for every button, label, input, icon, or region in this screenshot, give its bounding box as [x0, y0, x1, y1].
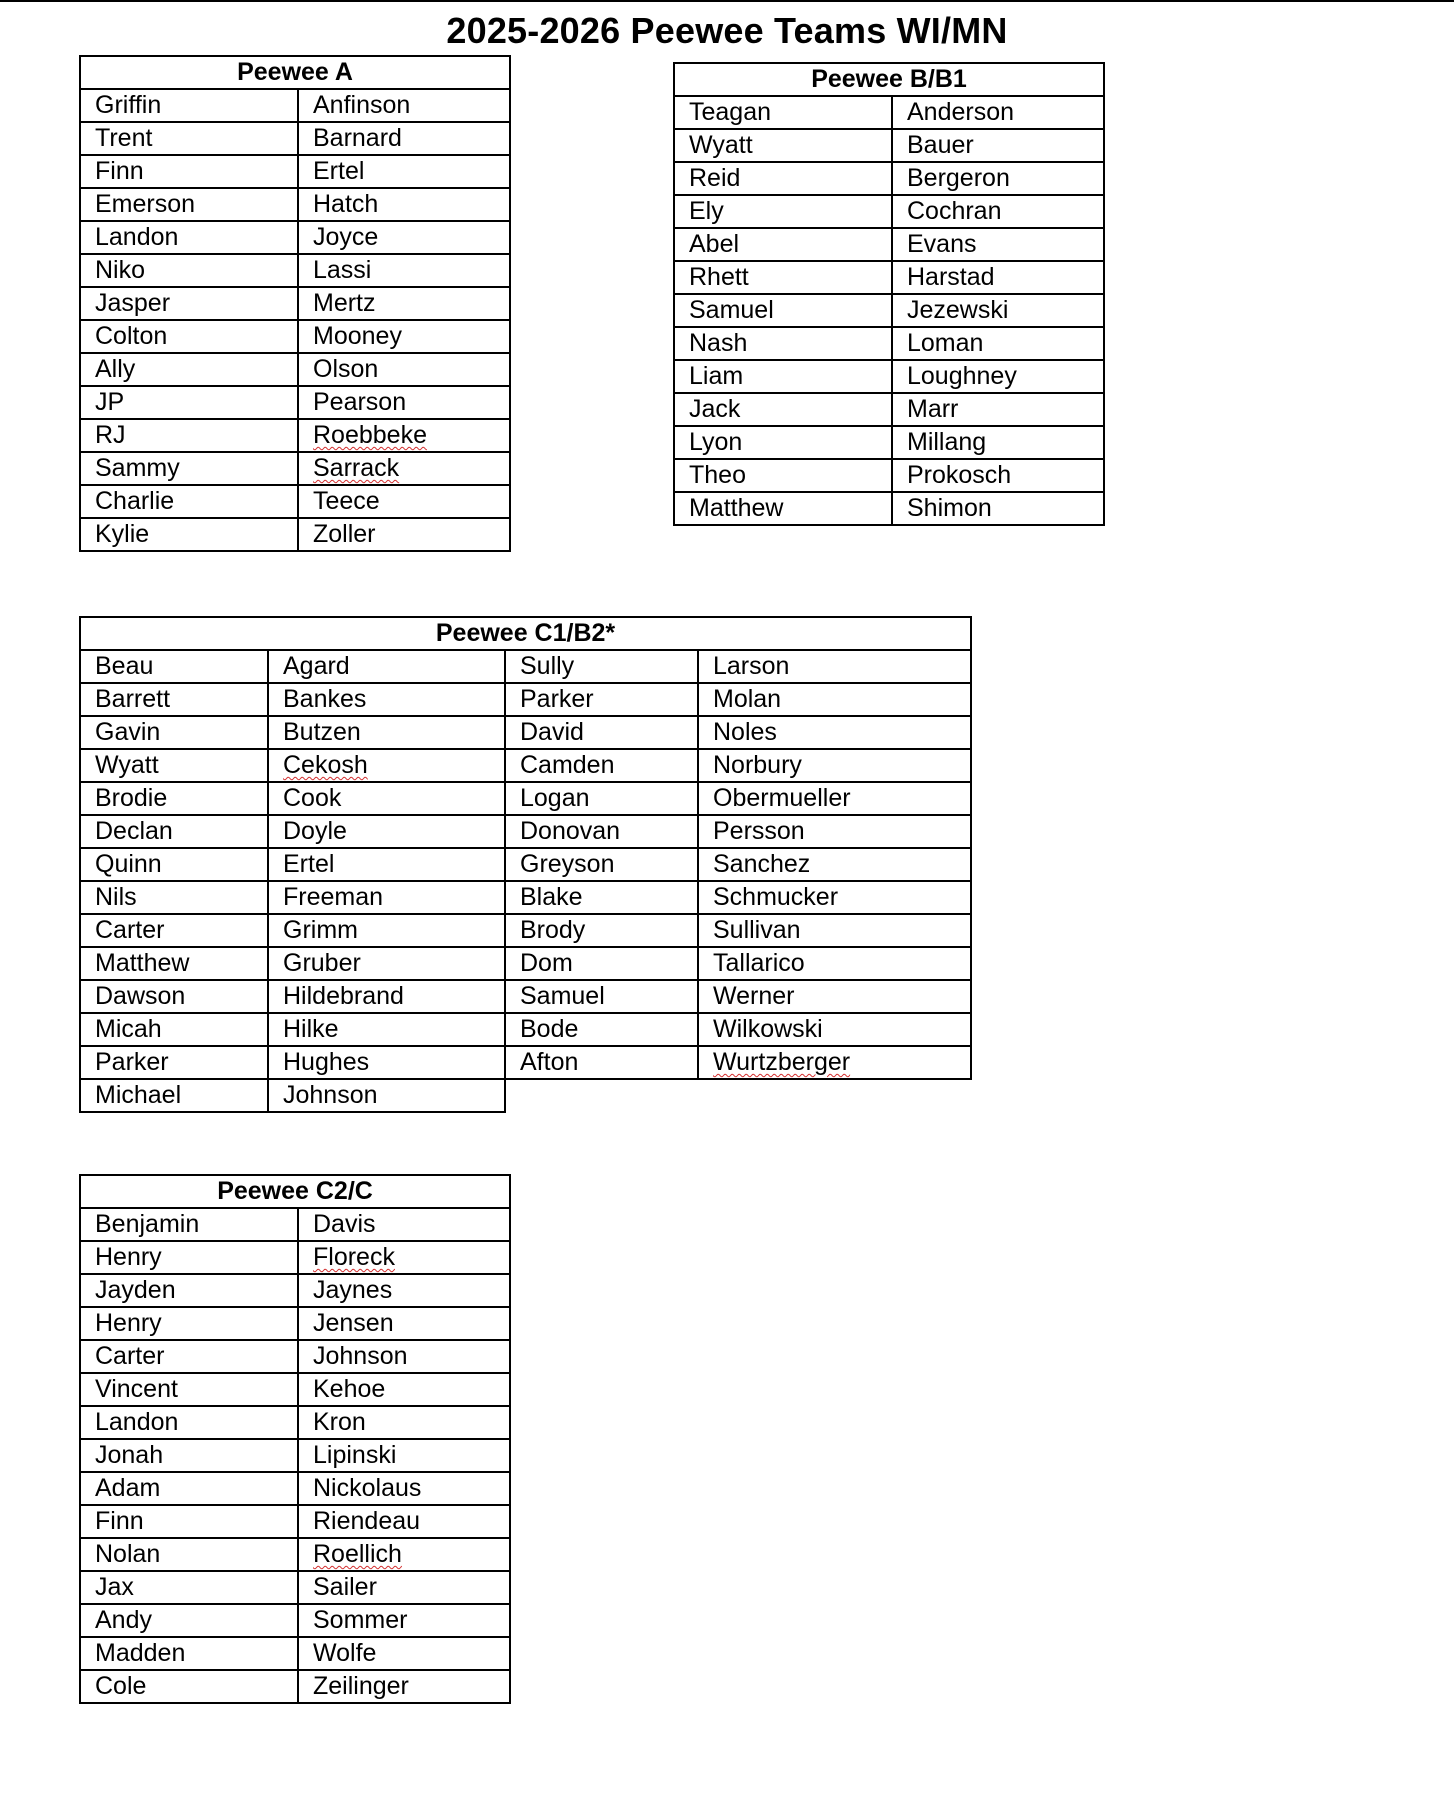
table-row — [674, 195, 1104, 228]
table-row — [80, 1604, 510, 1637]
first-name-cell: Bode — [505, 1013, 698, 1046]
last-name-cell: Harstad — [892, 261, 1104, 294]
table-row — [80, 749, 971, 782]
last-name-cell: Molan — [698, 683, 971, 716]
table-row — [80, 716, 971, 749]
first-name-cell: Matthew — [674, 492, 892, 525]
table-row — [80, 1274, 510, 1307]
first-name-cell: Samuel — [505, 980, 698, 1013]
table-row — [80, 1208, 510, 1241]
last-name-cell: Freeman — [268, 881, 505, 914]
last-name-cell: Johnson — [268, 1079, 505, 1112]
last-name-cell: Ertel — [268, 848, 505, 881]
last-name-cell: Jaynes — [298, 1274, 510, 1307]
table-row — [674, 129, 1104, 162]
table-row — [80, 683, 971, 716]
table-row — [80, 1406, 510, 1439]
first-name-cell: Wyatt — [80, 749, 268, 782]
table-row — [674, 393, 1104, 426]
last-name-cell: Cochran — [892, 195, 1104, 228]
last-name-cell: Kron — [298, 1406, 510, 1439]
first-name-cell: Ely — [674, 195, 892, 228]
last-name-cell: Agard — [268, 650, 505, 683]
team-name-header: Peewee A — [80, 56, 510, 89]
first-name-cell: Parker — [80, 1046, 268, 1079]
last-name-cell: Wurtzberger — [698, 1046, 971, 1079]
last-name-cell: Jensen — [298, 1307, 510, 1340]
first-name-cell: Emerson — [80, 188, 298, 221]
team-name-header: Peewee B/B1 — [674, 63, 1104, 96]
team-name-header: Peewee C2/C — [80, 1175, 510, 1208]
last-name-cell: Tallarico — [698, 947, 971, 980]
last-name-cell: Roebbeke — [298, 419, 510, 452]
table-row — [80, 1505, 510, 1538]
last-name-cell: Hatch — [298, 188, 510, 221]
last-name-cell: Teece — [298, 485, 510, 518]
first-name-cell: Rhett — [674, 261, 892, 294]
table-row — [80, 1439, 510, 1472]
last-name-cell: Werner — [698, 980, 971, 1013]
first-name-cell: Lyon — [674, 426, 892, 459]
last-name-cell: Loughney — [892, 360, 1104, 393]
peewee-c1-table — [79, 616, 972, 1113]
first-name-cell: Vincent — [80, 1373, 298, 1406]
first-name-cell: Abel — [674, 228, 892, 261]
last-name-cell: Johnson — [298, 1340, 510, 1373]
table-row — [674, 492, 1104, 525]
last-name-cell: Sailer — [298, 1571, 510, 1604]
last-name-cell: Marr — [892, 393, 1104, 426]
first-name-cell: Landon — [80, 1406, 298, 1439]
last-name-cell: Pearson — [298, 386, 510, 419]
table-row — [80, 1046, 971, 1079]
table-row — [80, 1637, 510, 1670]
table-row — [80, 287, 510, 320]
last-name-cell: Bauer — [892, 129, 1104, 162]
last-name-cell: Sanchez — [698, 848, 971, 881]
last-name-cell: Mertz — [298, 287, 510, 320]
last-name-cell: Cook — [268, 782, 505, 815]
last-name-cell: Gruber — [268, 947, 505, 980]
table-row — [80, 1013, 971, 1046]
first-name-cell: Jax — [80, 1571, 298, 1604]
first-name-cell: Nash — [674, 327, 892, 360]
last-name-cell: Joyce — [298, 221, 510, 254]
first-name-cell: JP — [80, 386, 298, 419]
last-name-cell: Persson — [698, 815, 971, 848]
table-row — [674, 360, 1104, 393]
first-name-cell: Madden — [80, 1637, 298, 1670]
last-name-cell: Hughes — [268, 1046, 505, 1079]
first-name-cell: Quinn — [80, 848, 268, 881]
last-name-cell: Mooney — [298, 320, 510, 353]
first-name-cell: Jack — [674, 393, 892, 426]
last-name-cell: Loman — [892, 327, 1104, 360]
last-name-cell: Cekosh — [268, 749, 505, 782]
table-row — [674, 459, 1104, 492]
last-name-cell: Prokosch — [892, 459, 1104, 492]
last-name-cell: Lipinski — [298, 1439, 510, 1472]
last-name-cell: Davis — [298, 1208, 510, 1241]
first-name-cell: Wyatt — [674, 129, 892, 162]
first-name-cell: Blake — [505, 881, 698, 914]
first-name-cell: Nils — [80, 881, 268, 914]
first-name-cell: Carter — [80, 1340, 298, 1373]
first-name-cell: Benjamin — [80, 1208, 298, 1241]
first-name-cell: Donovan — [505, 815, 698, 848]
team-name-header: Peewee C1/B2* — [80, 617, 971, 650]
last-name-cell: Lassi — [298, 254, 510, 287]
first-name-cell: Brody — [505, 914, 698, 947]
table-row — [674, 96, 1104, 129]
last-name-cell: Riendeau — [298, 1505, 510, 1538]
table-row — [80, 980, 971, 1013]
table-row — [80, 1307, 510, 1340]
table-row — [80, 650, 971, 683]
last-name-cell: Doyle — [268, 815, 505, 848]
first-name-cell: Dom — [505, 947, 698, 980]
last-name-cell: Wilkowski — [698, 1013, 971, 1046]
page-top-border — [0, 0, 1454, 2]
first-name-cell: Cole — [80, 1670, 298, 1703]
first-name-cell: Greyson — [505, 848, 698, 881]
table-row — [80, 782, 971, 815]
table-row — [674, 327, 1104, 360]
last-name-cell: Zeilinger — [298, 1670, 510, 1703]
last-name-cell: Kehoe — [298, 1373, 510, 1406]
last-name-cell: Grimm — [268, 914, 505, 947]
last-name-cell: Anfinson — [298, 89, 510, 122]
first-name-cell: Reid — [674, 162, 892, 195]
table-row — [80, 386, 510, 419]
table-row — [80, 89, 510, 122]
first-name-cell: Sully — [505, 650, 698, 683]
empty-cell — [698, 1079, 971, 1112]
first-name-cell: Landon — [80, 221, 298, 254]
first-name-cell: Theo — [674, 459, 892, 492]
table-row — [80, 221, 510, 254]
table-row — [80, 1538, 510, 1571]
first-name-cell: Afton — [505, 1046, 698, 1079]
last-name-cell: Olson — [298, 353, 510, 386]
last-name-cell: Barnard — [298, 122, 510, 155]
first-name-cell: Dawson — [80, 980, 268, 1013]
first-name-cell: Finn — [80, 155, 298, 188]
table-row — [80, 815, 971, 848]
peewee-c2-table — [79, 1174, 511, 1704]
last-name-cell: Sommer — [298, 1604, 510, 1637]
first-name-cell: Adam — [80, 1472, 298, 1505]
first-name-cell: Nolan — [80, 1538, 298, 1571]
document-title: 2025-2026 Peewee Teams WI/MN — [446, 10, 1008, 51]
first-name-cell: Finn — [80, 1505, 298, 1538]
first-name-cell: Jasper — [80, 287, 298, 320]
first-name-cell: Gavin — [80, 716, 268, 749]
table-row — [80, 254, 510, 287]
table-row — [674, 261, 1104, 294]
first-name-cell: Griffin — [80, 89, 298, 122]
table-row — [80, 1340, 510, 1373]
table-row — [80, 1472, 510, 1505]
last-name-cell: Larson — [698, 650, 971, 683]
table-row — [80, 1373, 510, 1406]
last-name-cell: Ertel — [298, 155, 510, 188]
table-row — [80, 320, 510, 353]
table-row — [674, 294, 1104, 327]
last-name-cell: Bergeron — [892, 162, 1104, 195]
last-name-cell: Millang — [892, 426, 1104, 459]
first-name-cell: Colton — [80, 320, 298, 353]
last-name-cell: Schmucker — [698, 881, 971, 914]
last-name-cell: Norbury — [698, 749, 971, 782]
first-name-cell: Ally — [80, 353, 298, 386]
table-row — [80, 155, 510, 188]
last-name-cell: Sullivan — [698, 914, 971, 947]
first-name-cell: Parker — [505, 683, 698, 716]
table-row — [80, 1241, 510, 1274]
last-name-cell: Roellich — [298, 1538, 510, 1571]
last-name-cell: Hilke — [268, 1013, 505, 1046]
first-name-cell: Andy — [80, 1604, 298, 1637]
last-name-cell: Obermueller — [698, 782, 971, 815]
first-name-cell: Camden — [505, 749, 698, 782]
table-row — [80, 518, 510, 551]
table-row — [80, 122, 510, 155]
last-name-cell: Anderson — [892, 96, 1104, 129]
first-name-cell: Barrett — [80, 683, 268, 716]
table-row — [80, 848, 971, 881]
last-name-cell: Jezewski — [892, 294, 1104, 327]
first-name-cell: Kylie — [80, 518, 298, 551]
first-name-cell: Brodie — [80, 782, 268, 815]
first-name-cell: Matthew — [80, 947, 268, 980]
table-row — [80, 188, 510, 221]
peewee-b-table — [673, 62, 1105, 526]
last-name-cell: Evans — [892, 228, 1104, 261]
table-row — [80, 485, 510, 518]
first-name-cell: Samuel — [674, 294, 892, 327]
table-row — [80, 947, 971, 980]
first-name-cell: RJ — [80, 419, 298, 452]
last-name-cell: Shimon — [892, 492, 1104, 525]
table-row — [80, 881, 971, 914]
table-row — [80, 353, 510, 386]
first-name-cell: Carter — [80, 914, 268, 947]
first-name-cell: Jonah — [80, 1439, 298, 1472]
first-name-cell: Teagan — [674, 96, 892, 129]
first-name-cell: Charlie — [80, 485, 298, 518]
table-row — [80, 1079, 971, 1112]
last-name-cell: Bankes — [268, 683, 505, 716]
last-name-cell: Nickolaus — [298, 1472, 510, 1505]
table-row — [80, 1571, 510, 1604]
empty-cell — [505, 1079, 698, 1112]
first-name-cell: Niko — [80, 254, 298, 287]
first-name-cell: Michael — [80, 1079, 268, 1112]
table-row — [80, 452, 510, 485]
first-name-cell: Declan — [80, 815, 268, 848]
table-row — [674, 426, 1104, 459]
first-name-cell: Liam — [674, 360, 892, 393]
first-name-cell: David — [505, 716, 698, 749]
last-name-cell: Zoller — [298, 518, 510, 551]
peewee-a-table — [79, 55, 511, 552]
first-name-cell: Trent — [80, 122, 298, 155]
first-name-cell: Logan — [505, 782, 698, 815]
first-name-cell: Henry — [80, 1307, 298, 1340]
table-row — [80, 1670, 510, 1703]
first-name-cell: Jayden — [80, 1274, 298, 1307]
last-name-cell: Sarrack — [298, 452, 510, 485]
table-row — [674, 228, 1104, 261]
table-row — [674, 162, 1104, 195]
last-name-cell: Butzen — [268, 716, 505, 749]
first-name-cell: Henry — [80, 1241, 298, 1274]
last-name-cell: Floreck — [298, 1241, 510, 1274]
last-name-cell: Noles — [698, 716, 971, 749]
last-name-cell: Hildebrand — [268, 980, 505, 1013]
first-name-cell: Beau — [80, 650, 268, 683]
table-row — [80, 914, 971, 947]
first-name-cell: Micah — [80, 1013, 268, 1046]
last-name-cell: Wolfe — [298, 1637, 510, 1670]
table-row — [80, 419, 510, 452]
first-name-cell: Sammy — [80, 452, 298, 485]
